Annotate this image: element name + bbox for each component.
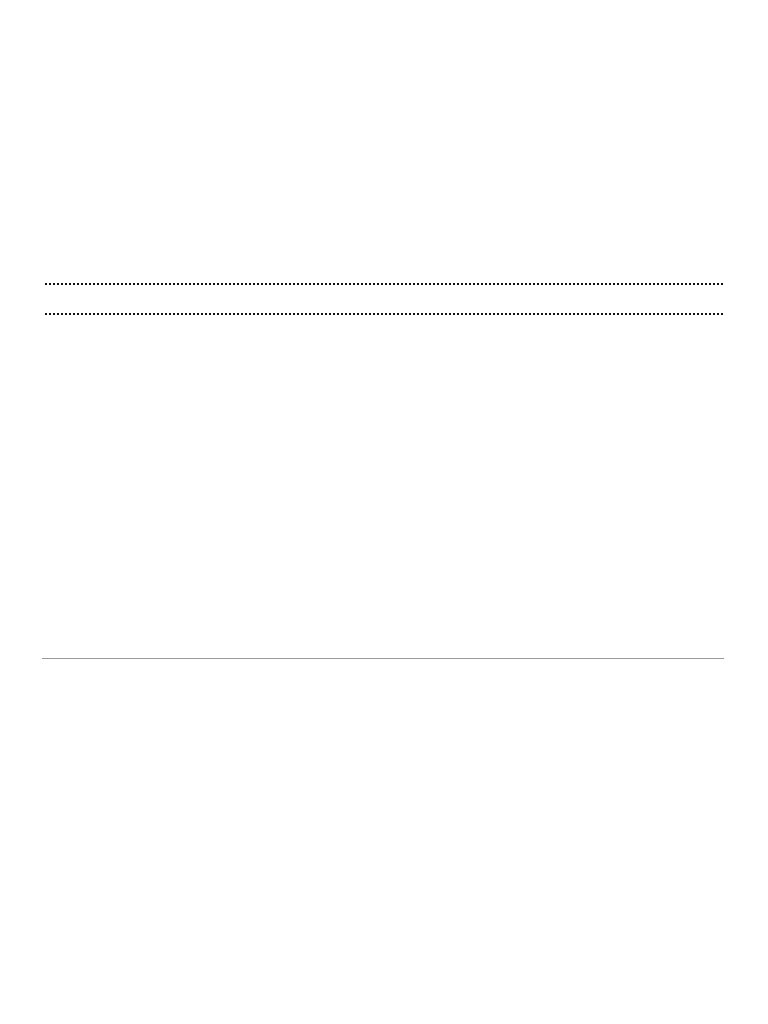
summary-divider [42, 658, 724, 659]
customer-address-line [50, 75, 380, 89]
email-value [389, 175, 749, 189]
customer-address-line [50, 104, 380, 118]
bank-address-line [389, 89, 749, 103]
header-top-divider [45, 283, 723, 285]
bank-block [389, 61, 749, 278]
bank-address-line [389, 104, 749, 118]
customer-block [50, 61, 380, 135]
bank-address-line [389, 118, 749, 132]
header-bottom-divider [45, 313, 723, 315]
bank-name [389, 61, 749, 75]
bank-address-line [389, 75, 749, 89]
table-header [45, 286, 723, 312]
customer-address-line [50, 89, 380, 103]
customer-address-line [50, 118, 380, 132]
customer-name [50, 61, 380, 75]
